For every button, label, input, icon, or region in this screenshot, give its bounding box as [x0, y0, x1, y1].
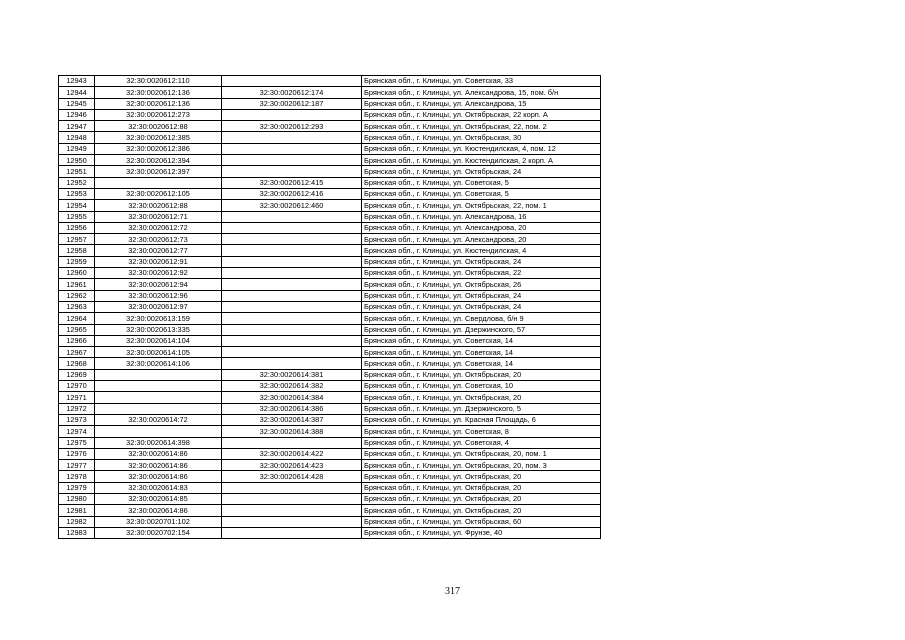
object-cadastral-number-cell: 32:30:0020614:381: [222, 369, 362, 380]
land-cadastral-number-cell: 32:30:0020613:335: [95, 324, 222, 335]
address-cell: Брянская обл., г. Клинцы, ул. Октябрьская, 22: [362, 268, 601, 279]
object-cadastral-number-cell: 32:30:0020614:387: [222, 414, 362, 425]
address-cell: Брянская обл., г. Клинцы, ул. Октябрьская, 20: [362, 482, 601, 493]
row-number-cell: 12945: [59, 98, 95, 109]
row-number-cell: 12979: [59, 482, 95, 493]
table-row: [59, 369, 601, 380]
table-row: [59, 527, 601, 538]
table-row: [59, 109, 601, 120]
object-cadastral-number-cell: [222, 516, 362, 527]
registry-table-body: [59, 76, 601, 539]
address-cell: Брянская обл., г. Клинцы, ул. Советская, 5: [362, 188, 601, 199]
address-cell: Брянская обл., г. Клинцы, ул. Октябрьская, 20, пом. 1: [362, 448, 601, 459]
row-number-cell: 12972: [59, 403, 95, 414]
row-number-cell: 12953: [59, 188, 95, 199]
address-cell: Брянская обл., г. Клинцы, ул. Октябрьская, 20: [362, 493, 601, 504]
object-cadastral-number-cell: [222, 166, 362, 177]
object-cadastral-number-cell: [222, 211, 362, 222]
address-cell: Брянская обл., г. Клинцы, ул. Советская, 33: [362, 76, 601, 87]
object-cadastral-number-cell: [222, 335, 362, 346]
address-cell: Брянская обл., г. Клинцы, ул. Кюстендилская, 4: [362, 245, 601, 256]
land-cadastral-number-cell: [95, 381, 222, 392]
table-row: [59, 347, 601, 358]
table-row: [59, 268, 601, 279]
object-cadastral-number-cell: [222, 268, 362, 279]
land-cadastral-number-cell: 32:30:0020614:86: [95, 460, 222, 471]
table-row: [59, 301, 601, 312]
row-number-cell: 12978: [59, 471, 95, 482]
object-cadastral-number-cell: [222, 290, 362, 301]
row-number-cell: 12970: [59, 381, 95, 392]
table-row: [59, 358, 601, 369]
table-row: [59, 98, 601, 109]
object-cadastral-number-cell: [222, 301, 362, 312]
land-cadastral-number-cell: [95, 403, 222, 414]
address-cell: Брянская обл., г. Клинцы, ул. Советская, 5: [362, 177, 601, 188]
table-row: [59, 448, 601, 459]
object-cadastral-number-cell: 32:30:0020614:428: [222, 471, 362, 482]
registry-table: [58, 75, 601, 539]
land-cadastral-number-cell: 32:30:0020612:73: [95, 234, 222, 245]
address-cell: Брянская обл., г. Клинцы, ул. Октябрьская, 22, пом. 1: [362, 200, 601, 211]
row-number-cell: 12944: [59, 87, 95, 98]
land-cadastral-number-cell: 32:30:0020612:385: [95, 132, 222, 143]
table-row: [59, 324, 601, 335]
object-cadastral-number-cell: [222, 234, 362, 245]
object-cadastral-number-cell: [222, 279, 362, 290]
object-cadastral-number-cell: [222, 505, 362, 516]
row-number-cell: 12980: [59, 493, 95, 504]
land-cadastral-number-cell: 32:30:0020612:110: [95, 76, 222, 87]
table-row: [59, 166, 601, 177]
land-cadastral-number-cell: 32:30:0020612:88: [95, 121, 222, 132]
land-cadastral-number-cell: 32:30:0020612:92: [95, 268, 222, 279]
table-row: [59, 482, 601, 493]
land-cadastral-number-cell: 32:30:0020614:86: [95, 505, 222, 516]
address-cell: Брянская обл., г. Клинцы, ул. Октябрьская, 24: [362, 256, 601, 267]
address-cell: Брянская обл., г. Клинцы, ул. Советская, 4: [362, 437, 601, 448]
object-cadastral-number-cell: 32:30:0020614:386: [222, 403, 362, 414]
land-cadastral-number-cell: 32:30:0020614:104: [95, 335, 222, 346]
land-cadastral-number-cell: 32:30:0020612:94: [95, 279, 222, 290]
table-row: [59, 188, 601, 199]
address-cell: Брянская обл., г. Клинцы, ул. Октябрьская, 30: [362, 132, 601, 143]
table-row: [59, 505, 601, 516]
object-cadastral-number-cell: [222, 324, 362, 335]
table-row: [59, 256, 601, 267]
row-number-cell: 12981: [59, 505, 95, 516]
object-cadastral-number-cell: [222, 132, 362, 143]
address-cell: Брянская обл., г. Клинцы, ул. Советская, 10: [362, 381, 601, 392]
row-number-cell: 12960: [59, 268, 95, 279]
table-row: [59, 222, 601, 233]
land-cadastral-number-cell: 32:30:0020612:136: [95, 98, 222, 109]
address-cell: Брянская обл., г. Клинцы, ул. Октябрьская, 24: [362, 301, 601, 312]
row-number-cell: 12959: [59, 256, 95, 267]
row-number-cell: 12943: [59, 76, 95, 87]
table-row: [59, 76, 601, 87]
table-row: [59, 335, 601, 346]
land-cadastral-number-cell: 32:30:0020612:88: [95, 200, 222, 211]
object-cadastral-number-cell: 32:30:0020612:460: [222, 200, 362, 211]
row-number-cell: 12965: [59, 324, 95, 335]
table-row: [59, 87, 601, 98]
land-cadastral-number-cell: 32:30:0020702:154: [95, 527, 222, 538]
table-row: [59, 155, 601, 166]
address-cell: Брянская обл., г. Клинцы, ул. Советская, 8: [362, 426, 601, 437]
land-cadastral-number-cell: 32:30:0020612:394: [95, 155, 222, 166]
land-cadastral-number-cell: 32:30:0020612:72: [95, 222, 222, 233]
row-number-cell: 12977: [59, 460, 95, 471]
address-cell: Брянская обл., г. Клинцы, ул. Октябрьская, 20: [362, 392, 601, 403]
land-cadastral-number-cell: 32:30:0020614:86: [95, 471, 222, 482]
land-cadastral-number-cell: [95, 426, 222, 437]
object-cadastral-number-cell: 32:30:0020612:293: [222, 121, 362, 132]
land-cadastral-number-cell: 32:30:0020613:159: [95, 313, 222, 324]
row-number-cell: 12956: [59, 222, 95, 233]
table-row: [59, 381, 601, 392]
object-cadastral-number-cell: [222, 109, 362, 120]
address-cell: Брянская обл., г. Клинцы, ул. Советская, 14: [362, 335, 601, 346]
object-cadastral-number-cell: [222, 493, 362, 504]
address-cell: Брянская обл., г. Клинцы, ул. Октябрьская, 24: [362, 290, 601, 301]
row-number-cell: 12976: [59, 448, 95, 459]
land-cadastral-number-cell: 32:30:0020614:72: [95, 414, 222, 425]
row-number-cell: 12971: [59, 392, 95, 403]
row-number-cell: 12947: [59, 121, 95, 132]
object-cadastral-number-cell: [222, 245, 362, 256]
land-cadastral-number-cell: 32:30:0020612:91: [95, 256, 222, 267]
table-row: [59, 211, 601, 222]
row-number-cell: 12954: [59, 200, 95, 211]
object-cadastral-number-cell: [222, 527, 362, 538]
row-number-cell: 12948: [59, 132, 95, 143]
land-cadastral-number-cell: 32:30:0020614:106: [95, 358, 222, 369]
object-cadastral-number-cell: [222, 358, 362, 369]
row-number-cell: 12966: [59, 335, 95, 346]
address-cell: Брянская обл., г. Клинцы, ул. Александрова, 16: [362, 211, 601, 222]
row-number-cell: 12951: [59, 166, 95, 177]
table-row: [59, 290, 601, 301]
table-row: [59, 245, 601, 256]
address-cell: Брянская обл., г. Клинцы, ул. Октябрьская, 20: [362, 369, 601, 380]
land-cadastral-number-cell: 32:30:0020614:398: [95, 437, 222, 448]
land-cadastral-number-cell: 32:30:0020612:105: [95, 188, 222, 199]
land-cadastral-number-cell: 32:30:0020614:83: [95, 482, 222, 493]
table-row: [59, 392, 601, 403]
table-row: [59, 143, 601, 154]
land-cadastral-number-cell: 32:30:0020701:102: [95, 516, 222, 527]
land-cadastral-number-cell: 32:30:0020614:86: [95, 448, 222, 459]
row-number-cell: 12946: [59, 109, 95, 120]
object-cadastral-number-cell: [222, 313, 362, 324]
row-number-cell: 12955: [59, 211, 95, 222]
table-row: [59, 460, 601, 471]
object-cadastral-number-cell: [222, 482, 362, 493]
address-cell: Брянская обл., г. Клинцы, ул. Октябрьская, 26: [362, 279, 601, 290]
row-number-cell: 12974: [59, 426, 95, 437]
table-row: [59, 493, 601, 504]
address-cell: Брянская обл., г. Клинцы, ул. Кюстендилская, 2 корп. А: [362, 155, 601, 166]
page-number: 317: [445, 586, 460, 597]
object-cadastral-number-cell: [222, 222, 362, 233]
table-row: [59, 414, 601, 425]
object-cadastral-number-cell: 32:30:0020612:187: [222, 98, 362, 109]
address-cell: Брянская обл., г. Клинцы, ул. Октябрьская, 24: [362, 166, 601, 177]
table-row: [59, 132, 601, 143]
object-cadastral-number-cell: [222, 143, 362, 154]
row-number-cell: 12973: [59, 414, 95, 425]
row-number-cell: 12975: [59, 437, 95, 448]
table-row: [59, 234, 601, 245]
land-cadastral-number-cell: [95, 369, 222, 380]
object-cadastral-number-cell: [222, 256, 362, 267]
row-number-cell: 12983: [59, 527, 95, 538]
object-cadastral-number-cell: 32:30:0020614:423: [222, 460, 362, 471]
land-cadastral-number-cell: 32:30:0020612:71: [95, 211, 222, 222]
land-cadastral-number-cell: 32:30:0020614:85: [95, 493, 222, 504]
address-cell: Брянская обл., г. Клинцы, ул. Кюстендилская, 4, пом. 12: [362, 143, 601, 154]
address-cell: Брянская обл., г. Клинцы, ул. Александрова, 20: [362, 234, 601, 245]
address-cell: Брянская обл., г. Клинцы, ул. Дзержинского, 57: [362, 324, 601, 335]
table-row: [59, 279, 601, 290]
row-number-cell: 12968: [59, 358, 95, 369]
object-cadastral-number-cell: 32:30:0020614:388: [222, 426, 362, 437]
address-cell: Брянская обл., г. Клинцы, ул. Александрова, 15, пом. б/н: [362, 87, 601, 98]
table-row: [59, 426, 601, 437]
row-number-cell: 12969: [59, 369, 95, 380]
row-number-cell: 12952: [59, 177, 95, 188]
address-cell: Брянская обл., г. Клинцы, ул. Октябрьская, 60: [362, 516, 601, 527]
object-cadastral-number-cell: 32:30:0020614:384: [222, 392, 362, 403]
address-cell: Брянская обл., г. Клинцы, ул. Октябрьская, 22, пом. 2: [362, 121, 601, 132]
land-cadastral-number-cell: 32:30:0020612:273: [95, 109, 222, 120]
address-cell: Брянская обл., г. Клинцы, ул. Красная Площадь, 6: [362, 414, 601, 425]
land-cadastral-number-cell: 32:30:0020614:105: [95, 347, 222, 358]
object-cadastral-number-cell: [222, 76, 362, 87]
object-cadastral-number-cell: [222, 437, 362, 448]
table-row: [59, 177, 601, 188]
object-cadastral-number-cell: [222, 155, 362, 166]
address-cell: Брянская обл., г. Клинцы, ул. Октябрьская, 20, пом. 3: [362, 460, 601, 471]
address-cell: Брянская обл., г. Клинцы, ул. Октябрьская, 20: [362, 505, 601, 516]
row-number-cell: 12967: [59, 347, 95, 358]
object-cadastral-number-cell: 32:30:0020614:382: [222, 381, 362, 392]
object-cadastral-number-cell: 32:30:0020612:416: [222, 188, 362, 199]
row-number-cell: 12963: [59, 301, 95, 312]
address-cell: Брянская обл., г. Клинцы, ул. Октябрьская, 22 корп. А: [362, 109, 601, 120]
row-number-cell: 12962: [59, 290, 95, 301]
object-cadastral-number-cell: 32:30:0020612:415: [222, 177, 362, 188]
address-cell: Брянская обл., г. Клинцы, ул. Октябрьская, 20: [362, 471, 601, 482]
row-number-cell: 12964: [59, 313, 95, 324]
address-cell: Брянская обл., г. Клинцы, ул. Дзержинского, 5: [362, 403, 601, 414]
row-number-cell: 12957: [59, 234, 95, 245]
land-cadastral-number-cell: 32:30:0020612:96: [95, 290, 222, 301]
table-row: [59, 121, 601, 132]
address-cell: Брянская обл., г. Клинцы, ул. Советская, 14: [362, 358, 601, 369]
address-cell: Брянская обл., г. Клинцы, ул. Александрова, 20: [362, 222, 601, 233]
object-cadastral-number-cell: 32:30:0020614:422: [222, 448, 362, 459]
address-cell: Брянская обл., г. Клинцы, ул. Советская, 14: [362, 347, 601, 358]
address-cell: Брянская обл., г. Клинцы, ул. Фрунзе, 40: [362, 527, 601, 538]
address-cell: Брянская обл., г. Клинцы, ул. Александрова, 15: [362, 98, 601, 109]
land-cadastral-number-cell: 32:30:0020612:386: [95, 143, 222, 154]
row-number-cell: 12958: [59, 245, 95, 256]
row-number-cell: 12949: [59, 143, 95, 154]
land-cadastral-number-cell: 32:30:0020612:77: [95, 245, 222, 256]
land-cadastral-number-cell: [95, 177, 222, 188]
table-row: [59, 313, 601, 324]
table-row: [59, 516, 601, 527]
table-row: [59, 471, 601, 482]
address-cell: Брянская обл., г. Клинцы, ул. Свердлова, б/н 9: [362, 313, 601, 324]
land-cadastral-number-cell: 32:30:0020612:136: [95, 87, 222, 98]
row-number-cell: 12961: [59, 279, 95, 290]
row-number-cell: 12950: [59, 155, 95, 166]
object-cadastral-number-cell: 32:30:0020612:174: [222, 87, 362, 98]
object-cadastral-number-cell: [222, 347, 362, 358]
land-cadastral-number-cell: 32:30:0020612:397: [95, 166, 222, 177]
land-cadastral-number-cell: [95, 392, 222, 403]
table-row: [59, 437, 601, 448]
row-number-cell: 12982: [59, 516, 95, 527]
table-row: [59, 403, 601, 414]
land-cadastral-number-cell: 32:30:0020612:97: [95, 301, 222, 312]
table-row: [59, 200, 601, 211]
